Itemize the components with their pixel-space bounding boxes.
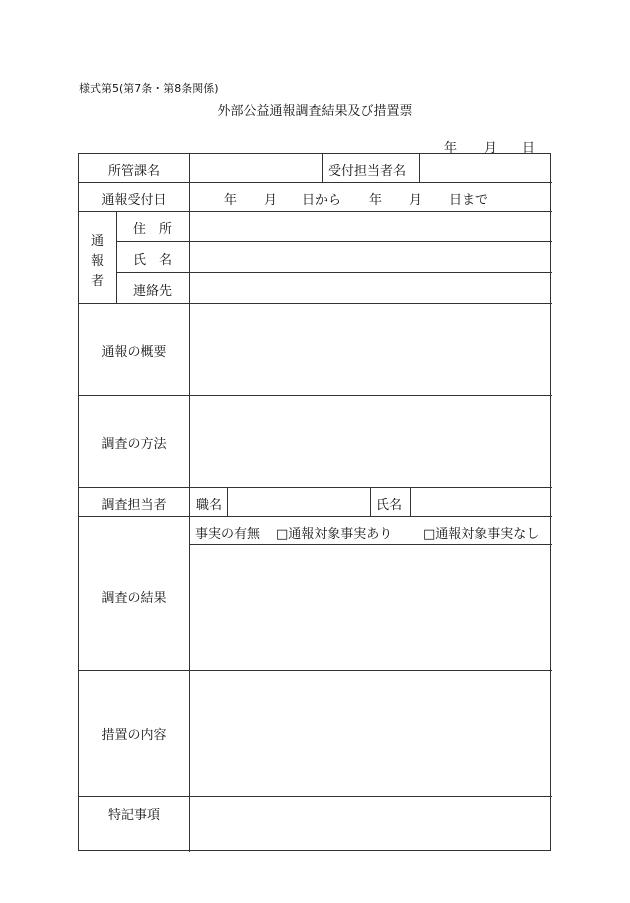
notes-label: 特記事項 [107,808,160,823]
action-field[interactable] [190,671,552,796]
reporter-char-3: 者 [90,274,104,289]
reporter-name-field[interactable] [190,242,552,272]
notes-field[interactable] [190,797,552,852]
received-year2-label: 年 [369,193,383,208]
department-label: 所管課名 [107,164,160,179]
received-from-label: 日から [302,193,342,208]
investigator-name-label: 氏名 [376,498,403,513]
investigator-label: 調査担当者 [101,498,167,513]
investigator-title-label: 職名 [196,498,223,513]
reporter-char-1: 通 [90,234,104,249]
option-fact-no[interactable]: □通報対象事実なし [423,527,540,542]
reporter-address-field[interactable] [190,212,552,241]
action-label: 措置の内容 [101,728,167,743]
reporter-contact-label: 連絡先 [132,284,172,299]
received-to-label: 日まで [449,193,489,208]
method-field[interactable] [190,396,552,487]
result-label: 調査の結果 [101,591,167,606]
received-month-label: 月 [264,193,278,208]
fact-exists-label: 事実の有無 [195,527,261,542]
summary-field[interactable] [190,304,552,395]
receiver-label: 受付担当者名 [328,164,407,179]
form-reference: 様式第5(第7条・第8条関係) [79,82,219,95]
received-date-label: 通報受付日 [101,193,167,208]
reporter-char-2: 報 [90,254,104,269]
date-month: 月 [484,141,498,156]
option-fact-yes[interactable]: □通報対象事実あり [276,527,393,542]
investigator-title-field[interactable] [228,488,370,516]
date-day: 日 [522,141,536,156]
form-title: 外部公益通報調査結果及び措置票 [217,104,413,119]
investigator-name-field[interactable] [411,488,552,516]
form-table [78,153,551,851]
method-label: 調査の方法 [101,437,167,452]
reporter-address-label: 住 所 [132,222,172,237]
reporter-contact-field[interactable] [190,273,552,303]
summary-label: 通報の概要 [101,345,167,360]
received-year-label: 年 [224,193,238,208]
date-year: 年 [444,141,458,156]
received-month2-label: 月 [409,193,423,208]
department-field[interactable] [190,154,322,182]
reporter-name-label: 氏 名 [132,253,172,268]
result-field[interactable] [190,545,552,670]
reporter-group-label [79,232,116,292]
receiver-field[interactable] [420,154,552,182]
